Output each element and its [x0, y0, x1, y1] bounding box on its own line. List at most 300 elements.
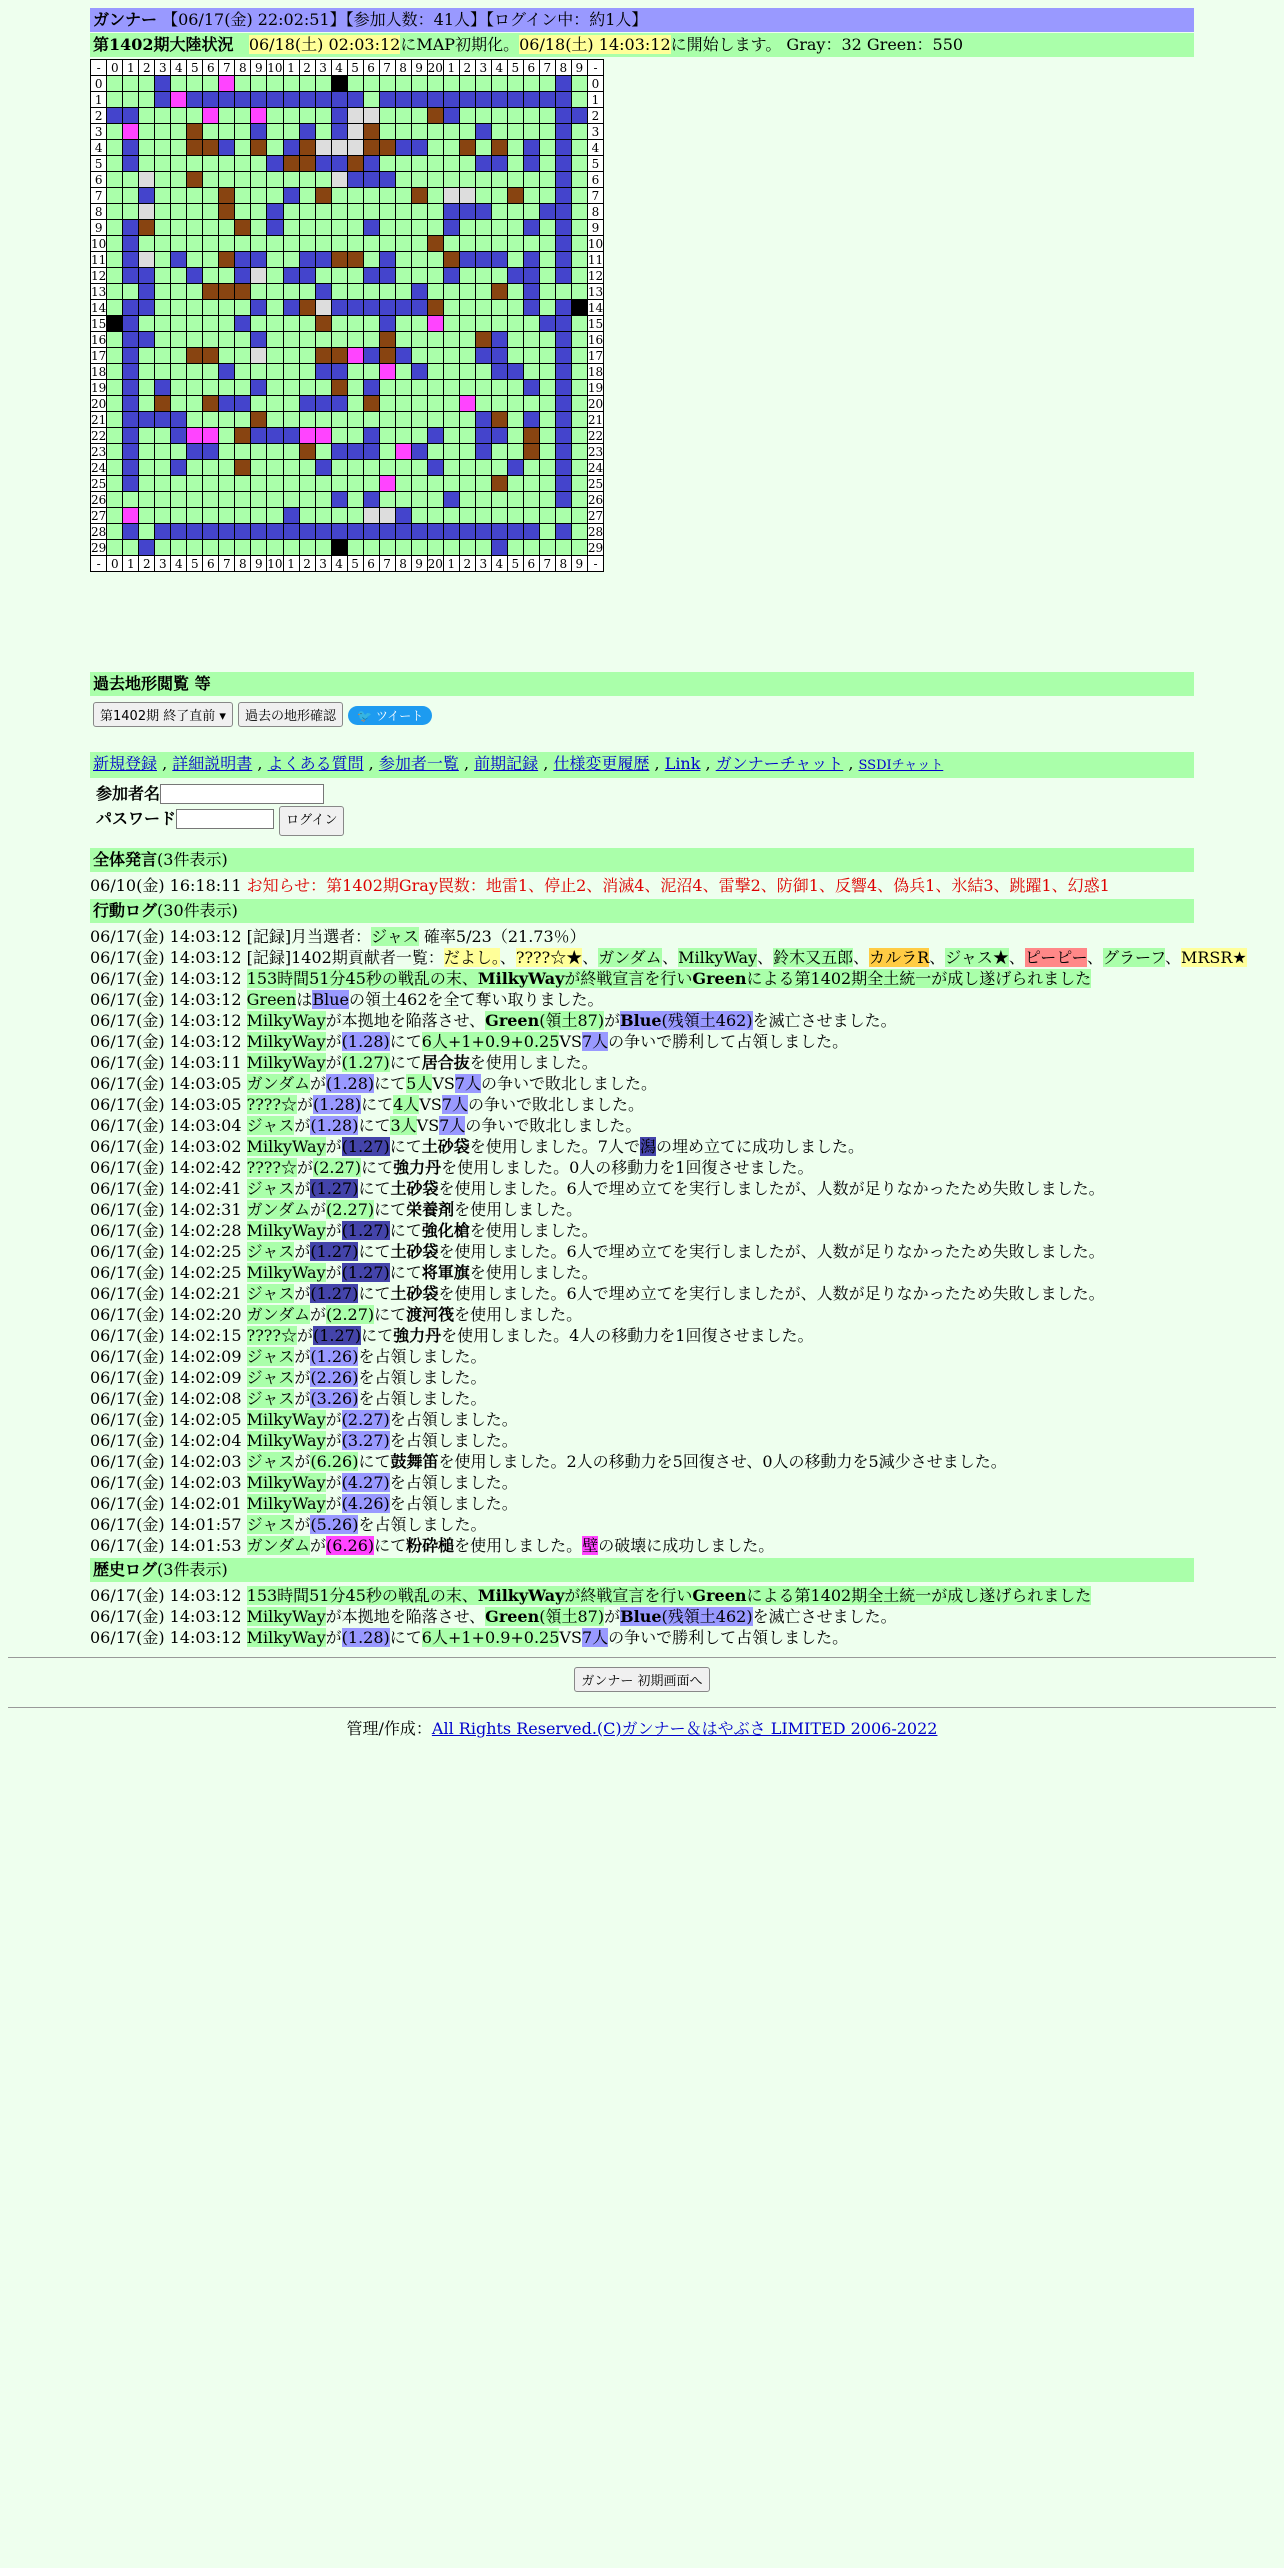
map-cell[interactable]	[459, 252, 475, 268]
map-cell[interactable]	[571, 140, 587, 156]
map-cell[interactable]	[523, 428, 539, 444]
map-cell[interactable]	[571, 92, 587, 108]
map-cell[interactable]	[219, 428, 235, 444]
map-cell[interactable]	[251, 508, 267, 524]
map-cell[interactable]	[523, 124, 539, 140]
map-cell[interactable]	[187, 316, 203, 332]
map-cell[interactable]	[363, 252, 379, 268]
map-cell[interactable]	[219, 444, 235, 460]
map-cell[interactable]	[443, 476, 459, 492]
map-cell[interactable]	[571, 524, 587, 540]
map-cell[interactable]	[251, 428, 267, 444]
map-cell[interactable]	[235, 412, 251, 428]
map-cell[interactable]	[299, 524, 315, 540]
map-cell[interactable]	[427, 428, 443, 444]
map-cell[interactable]	[411, 428, 427, 444]
map-cell[interactable]	[123, 236, 139, 252]
map-cell[interactable]	[475, 332, 491, 348]
map-cell[interactable]	[379, 348, 395, 364]
map-cell[interactable]	[187, 156, 203, 172]
map-cell[interactable]	[315, 364, 331, 380]
map-cell[interactable]	[491, 156, 507, 172]
map-cell[interactable]	[123, 492, 139, 508]
map-cell[interactable]	[459, 316, 475, 332]
map-cell[interactable]	[107, 524, 123, 540]
map-cell[interactable]	[267, 252, 283, 268]
map-cell[interactable]	[443, 524, 459, 540]
map-cell[interactable]	[427, 92, 443, 108]
map-cell[interactable]	[539, 140, 555, 156]
map-cell[interactable]	[155, 268, 171, 284]
map-cell[interactable]	[315, 156, 331, 172]
password-input[interactable]	[176, 809, 274, 829]
map-cell[interactable]	[491, 300, 507, 316]
map-cell[interactable]	[523, 444, 539, 460]
map-cell[interactable]	[379, 332, 395, 348]
map-cell[interactable]	[539, 524, 555, 540]
map-cell[interactable]	[331, 508, 347, 524]
map-cell[interactable]	[107, 140, 123, 156]
map-cell[interactable]	[379, 236, 395, 252]
map-cell[interactable]	[187, 540, 203, 556]
map-cell[interactable]	[443, 156, 459, 172]
map-cell[interactable]	[427, 108, 443, 124]
map-cell[interactable]	[139, 460, 155, 476]
map-cell[interactable]	[187, 460, 203, 476]
map-cell[interactable]	[427, 508, 443, 524]
map-cell[interactable]	[379, 140, 395, 156]
map-cell[interactable]	[107, 332, 123, 348]
map-cell[interactable]	[219, 380, 235, 396]
map-cell[interactable]	[187, 332, 203, 348]
map-cell[interactable]	[395, 508, 411, 524]
map-cell[interactable]	[171, 268, 187, 284]
map-cell[interactable]	[427, 140, 443, 156]
map-cell[interactable]	[411, 524, 427, 540]
map-cell[interactable]	[107, 76, 123, 92]
map-cell[interactable]	[267, 524, 283, 540]
map-cell[interactable]	[539, 332, 555, 348]
map-cell[interactable]	[283, 268, 299, 284]
map-cell[interactable]	[267, 492, 283, 508]
map-cell[interactable]	[283, 236, 299, 252]
map-cell[interactable]	[315, 172, 331, 188]
map-cell[interactable]	[283, 492, 299, 508]
map-cell[interactable]	[539, 476, 555, 492]
map-cell[interactable]	[203, 332, 219, 348]
map-cell[interactable]	[475, 348, 491, 364]
map-cell[interactable]	[443, 204, 459, 220]
map-cell[interactable]	[155, 76, 171, 92]
map-cell[interactable]	[379, 268, 395, 284]
map-cell[interactable]	[427, 364, 443, 380]
map-cell[interactable]	[251, 284, 267, 300]
map-cell[interactable]	[507, 300, 523, 316]
map-cell[interactable]	[139, 284, 155, 300]
map-cell[interactable]	[235, 108, 251, 124]
map-cell[interactable]	[219, 540, 235, 556]
map-cell[interactable]	[571, 108, 587, 124]
map-cell[interactable]	[187, 412, 203, 428]
map-cell[interactable]	[171, 460, 187, 476]
map-cell[interactable]	[427, 460, 443, 476]
map-cell[interactable]	[443, 428, 459, 444]
map-cell[interactable]	[219, 236, 235, 252]
map-cell[interactable]	[235, 92, 251, 108]
map-cell[interactable]	[363, 348, 379, 364]
map-cell[interactable]	[251, 380, 267, 396]
map-cell[interactable]	[123, 92, 139, 108]
map-cell[interactable]	[539, 172, 555, 188]
map-cell[interactable]	[107, 396, 123, 412]
map-cell[interactable]	[283, 332, 299, 348]
map-cell[interactable]	[315, 188, 331, 204]
map-cell[interactable]	[507, 188, 523, 204]
map-cell[interactable]	[299, 476, 315, 492]
map-cell[interactable]	[475, 380, 491, 396]
map-cell[interactable]	[299, 268, 315, 284]
map-cell[interactable]	[219, 140, 235, 156]
map-cell[interactable]	[299, 316, 315, 332]
map-cell[interactable]	[251, 364, 267, 380]
map-cell[interactable]	[475, 540, 491, 556]
map-cell[interactable]	[363, 124, 379, 140]
map-cell[interactable]	[315, 124, 331, 140]
map-cell[interactable]	[331, 348, 347, 364]
map-cell[interactable]	[203, 236, 219, 252]
map-cell[interactable]	[379, 364, 395, 380]
map-cell[interactable]	[491, 236, 507, 252]
map-cell[interactable]	[475, 524, 491, 540]
map-cell[interactable]	[251, 332, 267, 348]
map-cell[interactable]	[139, 492, 155, 508]
map-cell[interactable]	[235, 156, 251, 172]
map-cell[interactable]	[123, 380, 139, 396]
map-cell[interactable]	[235, 460, 251, 476]
map-cell[interactable]	[571, 156, 587, 172]
map-cell[interactable]	[267, 108, 283, 124]
map-cell[interactable]	[539, 460, 555, 476]
map-cell[interactable]	[363, 156, 379, 172]
map-cell[interactable]	[123, 348, 139, 364]
map-cell[interactable]	[411, 140, 427, 156]
map-cell[interactable]	[507, 396, 523, 412]
map-cell[interactable]	[123, 108, 139, 124]
map-cell[interactable]	[459, 332, 475, 348]
map-cell[interactable]	[363, 476, 379, 492]
map-cell[interactable]	[331, 444, 347, 460]
map-cell[interactable]	[283, 396, 299, 412]
map-cell[interactable]	[203, 268, 219, 284]
map-cell[interactable]	[347, 284, 363, 300]
map-cell[interactable]	[235, 140, 251, 156]
map-cell[interactable]	[555, 364, 571, 380]
map-cell[interactable]	[475, 444, 491, 460]
map-cell[interactable]	[139, 252, 155, 268]
map-cell[interactable]	[251, 92, 267, 108]
map-cell[interactable]	[187, 108, 203, 124]
map-cell[interactable]	[443, 252, 459, 268]
map-cell[interactable]	[443, 236, 459, 252]
map-cell[interactable]	[571, 284, 587, 300]
map-cell[interactable]	[267, 316, 283, 332]
map-cell[interactable]	[283, 508, 299, 524]
map-cell[interactable]	[187, 428, 203, 444]
map-cell[interactable]	[523, 412, 539, 428]
map-cell[interactable]	[123, 428, 139, 444]
map-cell[interactable]	[443, 284, 459, 300]
map-cell[interactable]	[507, 156, 523, 172]
map-cell[interactable]	[395, 348, 411, 364]
map-cell[interactable]	[235, 524, 251, 540]
map-cell[interactable]	[571, 460, 587, 476]
map-cell[interactable]	[139, 124, 155, 140]
map-cell[interactable]	[203, 460, 219, 476]
map-cell[interactable]	[491, 412, 507, 428]
map-cell[interactable]	[363, 540, 379, 556]
map-cell[interactable]	[251, 316, 267, 332]
map-cell[interactable]	[363, 108, 379, 124]
map-cell[interactable]	[155, 508, 171, 524]
map-cell[interactable]	[299, 76, 315, 92]
map-cell[interactable]	[379, 284, 395, 300]
map-cell[interactable]	[331, 492, 347, 508]
map-cell[interactable]	[395, 460, 411, 476]
map-cell[interactable]	[443, 92, 459, 108]
map-cell[interactable]	[555, 204, 571, 220]
map-cell[interactable]	[107, 188, 123, 204]
map-cell[interactable]	[107, 444, 123, 460]
map-cell[interactable]	[123, 204, 139, 220]
map-cell[interactable]	[331, 540, 347, 556]
map-cell[interactable]	[283, 220, 299, 236]
map-cell[interactable]	[123, 396, 139, 412]
map-cell[interactable]	[139, 236, 155, 252]
map-cell[interactable]	[539, 540, 555, 556]
map-cell[interactable]	[107, 508, 123, 524]
map-cell[interactable]	[155, 220, 171, 236]
map-cell[interactable]	[123, 332, 139, 348]
map-cell[interactable]	[571, 76, 587, 92]
map-cell[interactable]	[235, 284, 251, 300]
map-cell[interactable]	[443, 380, 459, 396]
map-cell[interactable]	[315, 92, 331, 108]
map-cell[interactable]	[299, 156, 315, 172]
map-cell[interactable]	[379, 172, 395, 188]
map-cell[interactable]	[219, 220, 235, 236]
map-cell[interactable]	[491, 508, 507, 524]
map-cell[interactable]	[523, 380, 539, 396]
map-cell[interactable]	[427, 332, 443, 348]
map-cell[interactable]	[299, 124, 315, 140]
map-cell[interactable]	[347, 348, 363, 364]
map-cell[interactable]	[267, 460, 283, 476]
map-cell[interactable]	[283, 92, 299, 108]
map-cell[interactable]	[331, 252, 347, 268]
map-cell[interactable]	[507, 268, 523, 284]
map-cell[interactable]	[299, 364, 315, 380]
map-cell[interactable]	[187, 444, 203, 460]
map-cell[interactable]	[107, 92, 123, 108]
past-terrain-button[interactable]: 過去の地形確認	[238, 702, 343, 727]
map-cell[interactable]	[475, 396, 491, 412]
map-cell[interactable]	[555, 220, 571, 236]
map-cell[interactable]	[347, 236, 363, 252]
map-cell[interactable]	[171, 236, 187, 252]
map-cell[interactable]	[475, 284, 491, 300]
map-cell[interactable]	[203, 204, 219, 220]
map-cell[interactable]	[187, 76, 203, 92]
map-cell[interactable]	[427, 412, 443, 428]
map-cell[interactable]	[411, 300, 427, 316]
map-cell[interactable]	[299, 508, 315, 524]
map-cell[interactable]	[299, 380, 315, 396]
map-cell[interactable]	[491, 268, 507, 284]
map-cell[interactable]	[267, 508, 283, 524]
map-cell[interactable]	[251, 124, 267, 140]
map-cell[interactable]	[283, 540, 299, 556]
map-cell[interactable]	[379, 124, 395, 140]
map-cell[interactable]	[155, 124, 171, 140]
map-cell[interactable]	[347, 476, 363, 492]
map-cell[interactable]	[203, 380, 219, 396]
map-cell[interactable]	[539, 188, 555, 204]
map-cell[interactable]	[427, 284, 443, 300]
map-cell[interactable]	[539, 348, 555, 364]
map-cell[interactable]	[155, 316, 171, 332]
map-cell[interactable]	[475, 156, 491, 172]
map-cell[interactable]	[363, 268, 379, 284]
map-cell[interactable]	[187, 364, 203, 380]
map-cell[interactable]	[459, 444, 475, 460]
map-cell[interactable]	[219, 284, 235, 300]
map-cell[interactable]	[219, 476, 235, 492]
map-cell[interactable]	[315, 236, 331, 252]
map-cell[interactable]	[315, 204, 331, 220]
map-cell[interactable]	[523, 204, 539, 220]
map-cell[interactable]	[299, 172, 315, 188]
map-cell[interactable]	[107, 364, 123, 380]
map-cell[interactable]	[299, 428, 315, 444]
map-cell[interactable]	[363, 396, 379, 412]
map-cell[interactable]	[411, 124, 427, 140]
map-cell[interactable]	[235, 124, 251, 140]
map-cell[interactable]	[427, 172, 443, 188]
map-cell[interactable]	[507, 364, 523, 380]
map-cell[interactable]	[427, 348, 443, 364]
map-cell[interactable]	[427, 204, 443, 220]
map-cell[interactable]	[443, 76, 459, 92]
map-cell[interactable]	[507, 316, 523, 332]
map-cell[interactable]	[363, 332, 379, 348]
map-cell[interactable]	[235, 316, 251, 332]
map-cell[interactable]	[347, 428, 363, 444]
map-cell[interactable]	[379, 316, 395, 332]
map-cell[interactable]	[283, 300, 299, 316]
map-cell[interactable]	[155, 348, 171, 364]
map-cell[interactable]	[171, 172, 187, 188]
map-cell[interactable]	[571, 252, 587, 268]
map-cell[interactable]	[267, 444, 283, 460]
map-cell[interactable]	[187, 252, 203, 268]
map-cell[interactable]	[203, 540, 219, 556]
map-cell[interactable]	[219, 508, 235, 524]
map-cell[interactable]	[219, 188, 235, 204]
map-cell[interactable]	[427, 76, 443, 92]
map-cell[interactable]	[443, 188, 459, 204]
map-cell[interactable]	[171, 364, 187, 380]
map-cell[interactable]	[443, 540, 459, 556]
map-cell[interactable]	[123, 76, 139, 92]
map-cell[interactable]	[171, 412, 187, 428]
map-cell[interactable]	[139, 380, 155, 396]
map-cell[interactable]	[459, 300, 475, 316]
map-cell[interactable]	[139, 508, 155, 524]
map-cell[interactable]	[395, 156, 411, 172]
map-cell[interactable]	[395, 444, 411, 460]
map-cell[interactable]	[203, 316, 219, 332]
map-cell[interactable]	[299, 204, 315, 220]
map-cell[interactable]	[235, 204, 251, 220]
map-cell[interactable]	[443, 124, 459, 140]
map-cell[interactable]	[299, 460, 315, 476]
map-cell[interactable]	[459, 236, 475, 252]
map-cell[interactable]	[267, 428, 283, 444]
map-cell[interactable]	[379, 380, 395, 396]
map-cell[interactable]	[315, 476, 331, 492]
map-cell[interactable]	[347, 188, 363, 204]
map-cell[interactable]	[475, 252, 491, 268]
map-cell[interactable]	[395, 396, 411, 412]
map-cell[interactable]	[491, 92, 507, 108]
map-cell[interactable]	[331, 220, 347, 236]
map-cell[interactable]	[331, 428, 347, 444]
map-cell[interactable]	[171, 348, 187, 364]
map-cell[interactable]	[507, 492, 523, 508]
map-cell[interactable]	[283, 412, 299, 428]
map-cell[interactable]	[443, 364, 459, 380]
map-cell[interactable]	[395, 92, 411, 108]
map-cell[interactable]	[219, 124, 235, 140]
map-cell[interactable]	[123, 252, 139, 268]
map-cell[interactable]	[523, 524, 539, 540]
map-cell[interactable]	[235, 476, 251, 492]
map-cell[interactable]	[523, 156, 539, 172]
map-cell[interactable]	[523, 284, 539, 300]
map-cell[interactable]	[491, 76, 507, 92]
map-cell[interactable]	[315, 348, 331, 364]
map-cell[interactable]	[363, 76, 379, 92]
map-cell[interactable]	[315, 428, 331, 444]
map-cell[interactable]	[267, 380, 283, 396]
period-select[interactable]: 第1402期 終了直前 ▾	[93, 702, 233, 727]
map-cell[interactable]	[219, 460, 235, 476]
map-cell[interactable]	[507, 412, 523, 428]
map-cell[interactable]	[395, 268, 411, 284]
map-cell[interactable]	[363, 92, 379, 108]
map-cell[interactable]	[443, 220, 459, 236]
map-cell[interactable]	[411, 444, 427, 460]
map-cell[interactable]	[491, 108, 507, 124]
map-cell[interactable]	[171, 444, 187, 460]
map-cell[interactable]	[555, 492, 571, 508]
map-cell[interactable]	[555, 460, 571, 476]
map-cell[interactable]	[107, 428, 123, 444]
map-cell[interactable]	[443, 172, 459, 188]
map-cell[interactable]	[491, 284, 507, 300]
map-cell[interactable]	[507, 540, 523, 556]
map-cell[interactable]	[539, 220, 555, 236]
